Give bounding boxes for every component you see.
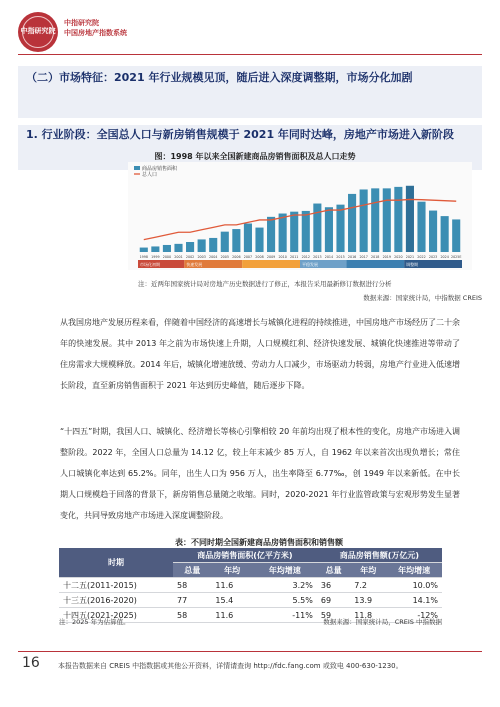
header-area: 商品房销售面积(亿平方米) bbox=[173, 548, 317, 563]
bar bbox=[174, 244, 182, 252]
logo-text: 中指研究院 bbox=[20, 27, 56, 35]
x-tick-label: 2020 bbox=[394, 255, 403, 259]
table-row bbox=[59, 578, 442, 593]
x-tick-label: 2019 bbox=[382, 255, 391, 259]
brand-line2: 中国房地产指数系统 bbox=[64, 29, 127, 37]
x-tick-label: 2005 bbox=[220, 255, 229, 259]
bar bbox=[417, 202, 425, 252]
bar bbox=[429, 211, 437, 252]
x-tick-label: 2013 bbox=[313, 255, 322, 259]
x-tick-label: 2025E bbox=[450, 255, 462, 259]
bar bbox=[394, 187, 402, 252]
subheader: 总量 bbox=[317, 563, 350, 578]
x-tick-label: 2016 bbox=[347, 255, 357, 259]
bar bbox=[232, 229, 240, 252]
bar bbox=[163, 245, 171, 252]
cell-period: 十二五(2011-2015) bbox=[59, 578, 173, 593]
legend-bar-label: 商品房销售面积 bbox=[142, 166, 178, 172]
bar bbox=[383, 188, 391, 252]
page-number: 16 bbox=[22, 655, 40, 671]
subheader: 年均 bbox=[211, 563, 252, 578]
header-period: 时期 bbox=[59, 548, 173, 578]
bar bbox=[441, 216, 449, 252]
cell: 13.9 bbox=[350, 593, 386, 608]
x-tick-label: 2011 bbox=[290, 255, 299, 259]
x-tick-label: 2006 bbox=[232, 255, 241, 259]
bar bbox=[221, 232, 229, 252]
x-tick-label: 2004 bbox=[209, 255, 218, 259]
cell: 15.4 bbox=[211, 593, 252, 608]
chart bbox=[128, 162, 472, 270]
phase-label: 快速发展 bbox=[186, 262, 203, 267]
x-tick-label: 1999 bbox=[151, 255, 160, 259]
x-tick-label: 2009 bbox=[266, 255, 276, 259]
logo bbox=[18, 12, 58, 52]
brand-line1: 中指研究院 bbox=[64, 19, 99, 27]
cell: 3.2% bbox=[253, 578, 317, 593]
table-header-row bbox=[59, 548, 442, 563]
bar bbox=[452, 219, 460, 252]
cell: 7.2 bbox=[350, 578, 386, 593]
subheader: 年均 bbox=[350, 563, 386, 578]
footer-line bbox=[18, 651, 482, 652]
cell: 14.1% bbox=[386, 593, 442, 608]
x-tick-label: 1998 bbox=[139, 255, 148, 259]
cell-period: 十四五(2021-2025) bbox=[59, 608, 173, 623]
cell: -12% bbox=[386, 608, 442, 623]
cell-period: 十三五(2016-2020) bbox=[59, 593, 173, 608]
bar bbox=[313, 204, 321, 252]
cell: 36 bbox=[317, 578, 350, 593]
phase-band bbox=[242, 260, 300, 268]
subheader: 年均增速 bbox=[253, 563, 317, 578]
figure-note: 注：近两年国家统计局对房地产历史数据进行了修正，本报告采用最新修订数据进行分析 bbox=[138, 280, 392, 288]
table-source: 数据来源：国家统计局，CREIS 中指数据 bbox=[323, 618, 442, 626]
bar bbox=[255, 228, 263, 252]
legend-line-label: 总人口 bbox=[142, 172, 158, 178]
bar bbox=[406, 186, 414, 252]
x-tick-label: 2012 bbox=[301, 255, 310, 259]
cell: 11.6 bbox=[211, 578, 252, 593]
bar bbox=[325, 207, 333, 252]
x-tick-label: 2002 bbox=[185, 255, 195, 259]
bar bbox=[348, 194, 356, 252]
bar bbox=[360, 189, 368, 252]
figure-source: 数据来源：国家统计局，中指数据 CREIS bbox=[363, 294, 482, 302]
bar bbox=[244, 224, 252, 252]
cell: 58 bbox=[173, 608, 211, 623]
bar bbox=[371, 188, 379, 252]
header-sales: 商品房销售额(万亿元) bbox=[317, 548, 442, 563]
x-tick-label: 2024 bbox=[440, 255, 449, 259]
phase-label: 调整期 bbox=[406, 262, 419, 267]
brand bbox=[64, 18, 127, 38]
phase-band bbox=[346, 260, 404, 268]
x-tick-label: 2023 bbox=[428, 255, 438, 259]
x-tick-label: 2018 bbox=[371, 255, 380, 259]
cell: 58 bbox=[173, 578, 211, 593]
bar bbox=[198, 239, 206, 252]
header-line bbox=[18, 54, 482, 55]
cell: 5.5% bbox=[253, 593, 317, 608]
phase-label: 平稳发展 bbox=[302, 262, 318, 267]
x-tick-label: 2015 bbox=[336, 255, 345, 259]
cell: 11.6 bbox=[211, 608, 252, 623]
paragraph-2: “十四五”时期，我国人口、城镇化、经济增长等核心引擎相较 20 年前均出现了根本性的变化，房地产市场进入调整阶段。2022 年，全国人口总量为 14.12 亿，较上年末减少 85 万人，自 1962 年以来首次出现负增长；常住人口城镇化率达到 65.2%。同年，出生人口为 956 万人，出生率降至 6.77‰，创 1949 年以来新低。在中长期人口规模趋于回落的背景下，新房销售总量随之收缩。同时，2020-2021 年行业监管政策与宏观形势发生显著变化，共同导致房地产市场进入深度调整阶段。 bbox=[60, 427, 460, 520]
legend-bar-swatch bbox=[134, 166, 140, 170]
bar bbox=[290, 212, 298, 252]
subheader: 年均增速 bbox=[386, 563, 442, 578]
report-header bbox=[18, 12, 482, 52]
x-tick-label: 2014 bbox=[324, 255, 334, 259]
cell: 77 bbox=[173, 593, 211, 608]
x-tick-label: 2021 bbox=[405, 255, 415, 259]
bar bbox=[140, 248, 148, 252]
x-tick-label: 2000 bbox=[162, 255, 172, 259]
cell: 69 bbox=[317, 593, 350, 608]
section-title-2: （二）市场特征：2021 年行业规模见顶，随后进入深度调整期，市场分化加剧 bbox=[18, 66, 482, 118]
phase-label: 市场化初期 bbox=[140, 262, 160, 267]
cell: -11% bbox=[253, 608, 317, 623]
x-tick-label: 2001 bbox=[174, 255, 183, 259]
x-tick-label: 2010 bbox=[278, 255, 287, 259]
bar bbox=[267, 217, 275, 252]
phase-bands bbox=[138, 260, 462, 268]
bar bbox=[151, 246, 159, 252]
bar bbox=[209, 238, 217, 252]
x-tick-label: 2007 bbox=[243, 255, 253, 259]
bar bbox=[186, 242, 194, 252]
figure-title: 图：1998 年以来全国新建商品房销售面积及总人口走势 bbox=[154, 152, 356, 161]
x-tick-label: 2008 bbox=[255, 255, 264, 259]
sales-table bbox=[59, 548, 442, 623]
cell: 10.0% bbox=[386, 578, 442, 593]
cell: 59 bbox=[317, 608, 350, 623]
table-title: 表：不同时期全国新建商品房销售面积和销售额 bbox=[175, 538, 343, 547]
section-title-1: 1. 行业阶段：全国总人口与新房销售规模于 2021 年同时达峰，房地产市场进入新阶段 bbox=[18, 125, 482, 170]
cell: 11.8 bbox=[350, 608, 386, 623]
table-row bbox=[59, 593, 442, 608]
x-tick-label: 2022 bbox=[417, 255, 426, 259]
bar bbox=[336, 205, 344, 252]
footer-text: 本报告数据来自 CREIS 中指数据或其他公开资料，详情请查询 http://fdc.fang.com 或致电 400-630-1230。 bbox=[58, 662, 403, 670]
paragraph-1: 从我国房地产发展历程来看，伴随着中国经济的高速增长与城镇化进程的持续推进，中国房地产市场经历了二十余年的快速发展。其中 2013 年之前为市场快速上升期，人口规模红利、经济快速发展、城镇化快速推进等带动了住房需求大规模释放。2014 年后，城镇化增速放缓、劳动力人口减少，市场驱动力转弱，房地产行业进入低速增长阶段，直至新房销售面积于 2021 年达到历史峰值，随后逐步下降。 bbox=[60, 318, 460, 390]
bar bbox=[279, 214, 287, 252]
x-tick-label: 2017 bbox=[359, 255, 368, 259]
table-note: 注：2025 年为估算值。 bbox=[59, 618, 130, 626]
subheader: 总量 bbox=[173, 563, 211, 578]
bar bbox=[302, 211, 310, 252]
x-tick-label: 2003 bbox=[197, 255, 206, 259]
